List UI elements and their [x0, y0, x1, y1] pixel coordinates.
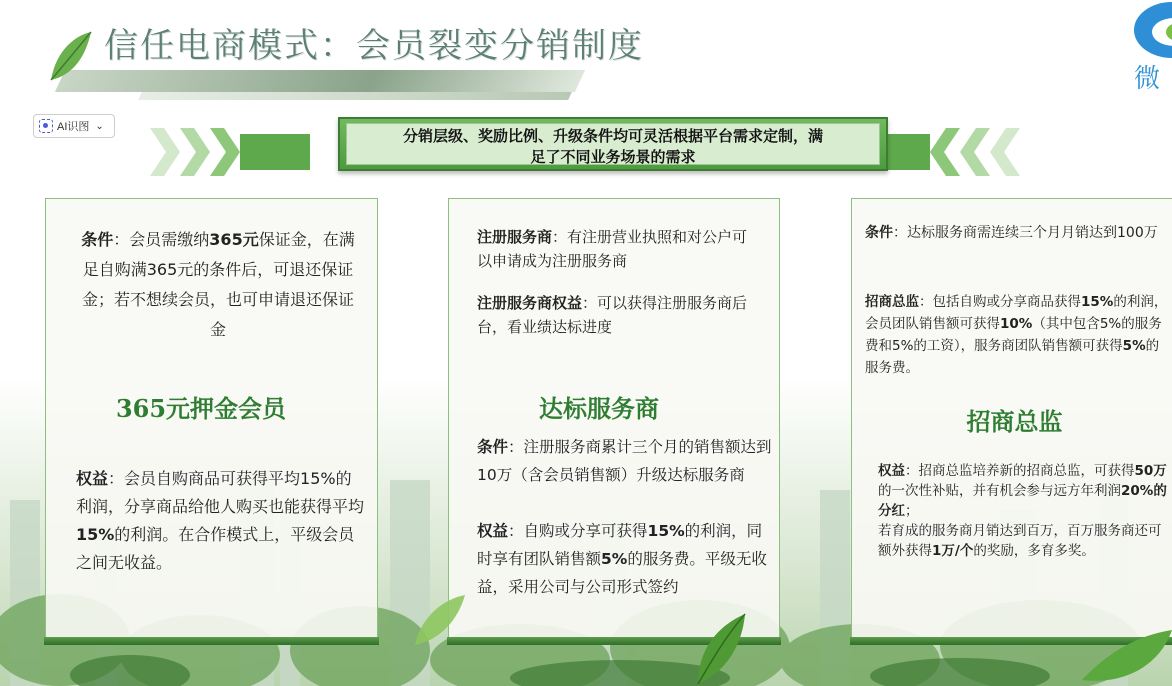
benefit-text: 的利润。在合作模式上，平级会员之间无收益。: [76, 525, 355, 572]
registration-text: ：有注册营业执照和对公户可以申请成为注册服务商: [477, 228, 748, 270]
benefit-bold: 50万: [1134, 463, 1167, 479]
registration-rights-text: ：可以获得注册服务商后台，看业绩达标进度: [477, 294, 748, 336]
director-text: 的服务费。: [865, 338, 1160, 376]
card-title: 达标服务商: [539, 394, 659, 423]
card-benefit: [878, 461, 1170, 521]
director-text: ：包括自购或分享商品获得: [919, 294, 1081, 310]
banner-text: [346, 123, 880, 165]
benefit-text: ；: [905, 503, 919, 519]
benefit-text: 的利润，同时享有团队销售额: [477, 522, 763, 568]
card-registration-rights: [477, 291, 757, 339]
leaf-icon: [410, 590, 470, 650]
chevron-arrows-icon: [150, 128, 310, 176]
condition-label: 条件: [81, 230, 114, 249]
registration-rights-label: 注册服务商权益: [477, 294, 583, 312]
card-benefit: [76, 465, 366, 577]
director-bold: 5%: [1122, 338, 1146, 354]
condition-text: ：会员需缴纳: [113, 230, 210, 249]
leaf-icon: [690, 612, 750, 686]
condition-text: ：注册服务商累计三个月的销售额达到10万（含会员销售额）升级达标服务商: [477, 438, 772, 484]
leaf-icon: [1080, 610, 1172, 686]
banner-line-1: 分销层级、奖励比例、升级条件均可灵活根据平台需求定制，满: [402, 127, 823, 145]
benefit-label: 权益: [878, 463, 905, 479]
extra-text: 若育成的服务商月销达到百万，百万服务商还可额外获得: [878, 523, 1162, 559]
title-underline-bar-secondary: [138, 92, 572, 100]
card-condition: [865, 221, 1172, 245]
condition-text: 保证金，在满足自购满365元的条件后，可退还保证金；若不想续会员，也可申请退还保证金: [81, 230, 355, 339]
director-label: 招商总监: [865, 294, 919, 310]
condition-label: 条件: [477, 438, 509, 456]
banner: [338, 117, 888, 171]
benefit-bold: 15%: [76, 525, 115, 544]
director-bold: 10%: [1000, 316, 1033, 332]
director-text: （其中包含5%的服务费和5%的工资），服务商团队销售额可获得: [865, 316, 1162, 354]
benefit-text: ：自购或分享可获得: [508, 522, 648, 540]
condition-bold: 365元: [209, 230, 259, 249]
director-text: 的利润，会员团队销售额可获得: [865, 294, 1168, 332]
card-benefit: [477, 517, 777, 601]
benefit-bold: 5%: [601, 550, 628, 568]
extra-bold: 1万/个: [932, 543, 974, 559]
card-condition: [78, 225, 358, 345]
ai-recognize-button[interactable]: [33, 114, 115, 138]
card-registration: [477, 225, 757, 273]
logo-text: 微: [1134, 64, 1161, 94]
extra-text: 的奖励，多育多奖。: [973, 543, 1095, 559]
director-bold: 15%: [1081, 294, 1114, 310]
leaf-icon: [46, 30, 96, 90]
benefit-label: 权益: [76, 469, 109, 488]
benefit-bold: 20%的分红: [878, 483, 1167, 519]
card-recruitment-director: [851, 198, 1172, 638]
condition-text: ：达标服务商需连续三个月月销达到100万: [893, 225, 1158, 241]
benefit-text: 的服务费。平级无收益，采用公司与公司形式签约: [477, 550, 767, 596]
benefit-text: ：会员自购商品可获得平均15%的利润，分享商品给他人购买也能获得平均: [76, 469, 365, 516]
ai-scan-icon: [39, 119, 53, 133]
page-title: 信任电商模式：会员裂变分销制度: [104, 26, 644, 66]
card-extra-reward: [878, 521, 1170, 561]
benefit-label: 权益: [477, 522, 509, 540]
card-condition: [477, 433, 772, 489]
banner-line-2: 足了不同业务场景的需求: [530, 148, 696, 166]
card-qualified-provider: [448, 198, 780, 638]
ai-button-label: AI识图: [57, 121, 90, 133]
benefit-text: 的一次性补贴，并有机会参与远方年利润: [878, 483, 1121, 499]
card-director-detail: [865, 291, 1170, 379]
registration-label: 注册服务商: [477, 228, 553, 246]
title-underline-bar: [55, 70, 585, 92]
card-deposit-member: [45, 198, 378, 638]
card-title: 招商总监: [966, 407, 1063, 436]
benefit-bold: 15%: [647, 522, 685, 540]
condition-label: 条件: [865, 225, 893, 241]
chevron-down-icon: ⌄: [95, 120, 104, 132]
benefit-text: ：招商总监培养新的招商总监，可获得: [905, 463, 1135, 479]
card-title: 365元押金会员: [115, 394, 287, 423]
